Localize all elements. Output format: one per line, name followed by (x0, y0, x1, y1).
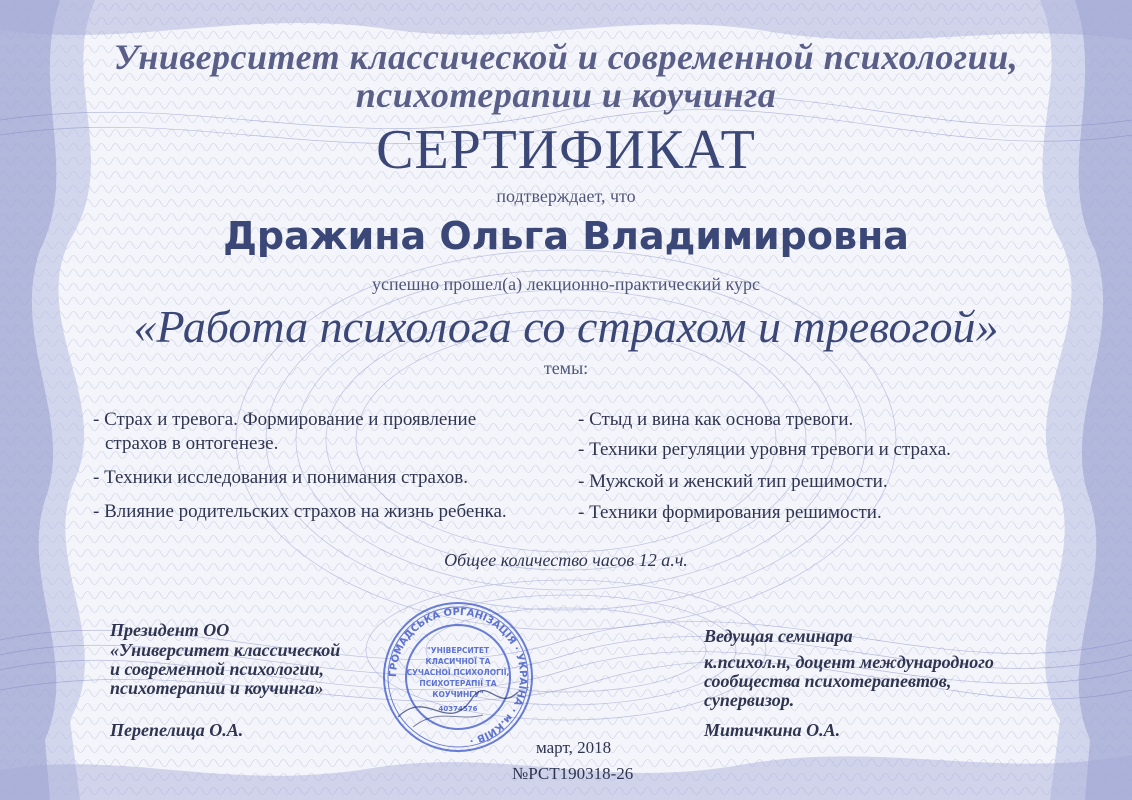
leader-credential-line-1: к.психол.н, доцент международного (704, 652, 994, 672)
topic-right-2: - Техники регуляции уровня тревоги и страха. (578, 439, 951, 460)
organization-stamp (378, 597, 538, 757)
topic-left-1: - Страх и тревога. Формирование и проявление (93, 409, 477, 430)
topic-right-1: - Стыд и вина как основа тревоги. (578, 409, 854, 430)
stamp-inner-1: "УНІВЕРСИТЕТ (426, 646, 490, 655)
university-name-line-1: Университет классической и современной психологии, (113, 37, 1019, 77)
president-title-line-2: «Университет классической (110, 640, 341, 660)
topic-right-4: - Техники формирования решимости. (578, 502, 882, 523)
stamp-inner-5: КОУЧИНГУ" (432, 690, 484, 699)
topic-right-3: - Мужской и женский тип решимости. (578, 471, 888, 492)
topic-left-3: - Влияние родительских страхов на жизнь ребенка. (93, 501, 507, 522)
topic-left-2: - Техники исследования и понимания страхов. (93, 467, 468, 488)
stamp-inner-4: ПСИХОТЕРАПІЇ ТА (419, 679, 497, 688)
stamp-inner-2: КЛАСИЧНОЇ ТА (425, 657, 491, 666)
certificate-number: №РСТ190318-26 (512, 764, 634, 783)
topics-label: темы: (543, 358, 589, 378)
total-hours: Общее количество часов 12 а.ч. (444, 550, 688, 570)
leader-credential-line-2: сообщества психотерапевтов, (704, 671, 952, 691)
leader-title: Ведущая семинара (704, 626, 853, 646)
university-name-line-2: психотерапии и коучинга (355, 75, 777, 115)
leader-credential-line-3: супервизор. (704, 690, 795, 710)
course-title: «Работа психолога со страхом и тревогой» (133, 301, 999, 352)
completed-text: успешно прошел(а) лекционно-практический курс (372, 274, 760, 294)
president-title-line-1: Президент ОО (110, 620, 230, 640)
confirms-text: подтверждает, что (496, 186, 636, 206)
stamp-inner-3: СУЧАСНОЇ ПСИХОЛОГІЇ, (406, 668, 510, 677)
issue-date: март, 2018 (536, 738, 612, 757)
president-name: Перепелица О.А. (110, 720, 244, 740)
leader-name: Митичкина О.А. (704, 720, 841, 740)
recipient-name: Дражина Ольга Владимировна (223, 214, 909, 258)
president-title-line-3: и современной психологии, (110, 659, 324, 679)
stamp-ring-text: ГРОМАДСЬКА ОРГАНІЗАЦІЯ · УКРАЇНА · м.КИЇВ · (387, 606, 529, 746)
president-title-line-4: психотерапии и коучинга» (110, 678, 324, 698)
stamp-code: 40374576 (438, 705, 478, 713)
topic-left-1-cont: страхов в онтогенезе. (105, 433, 279, 454)
certificate-title: СЕРТИФИКАТ (376, 119, 756, 181)
